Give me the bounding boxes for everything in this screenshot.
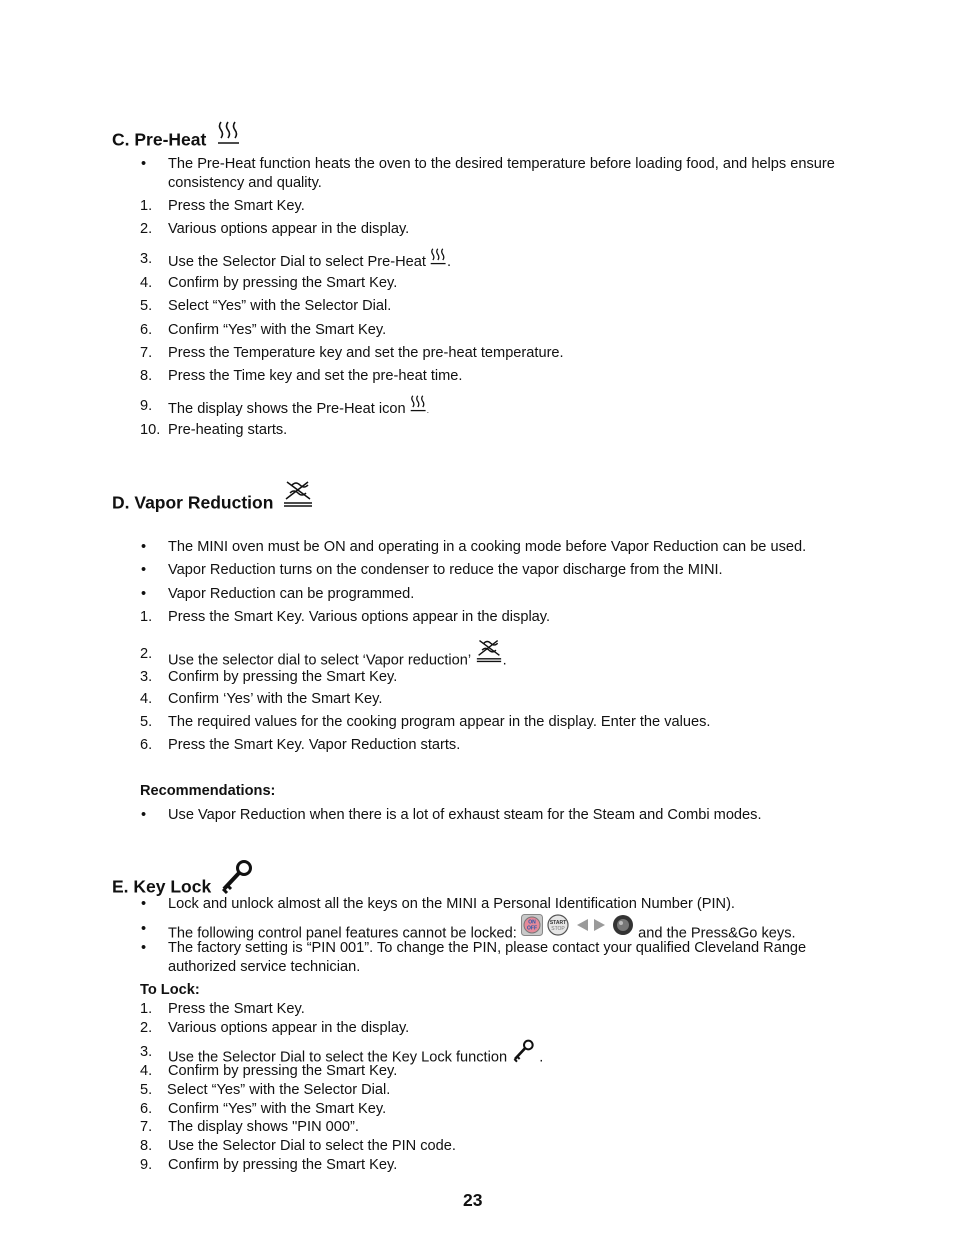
step-text: Press the Temperature key and set the pre-heat temperature. bbox=[168, 345, 564, 361]
step-number: 4. bbox=[140, 275, 153, 291]
step-text: Various options appear in the display. bbox=[168, 221, 410, 237]
bullet: • bbox=[141, 156, 147, 172]
recommendations-label: Recommendations: bbox=[140, 783, 276, 799]
step-text: Press the Smart Key. Vapor Reduction starts. bbox=[168, 737, 461, 753]
step-text: The required values for the cooking program appear in the display. Enter the values. bbox=[168, 714, 711, 730]
step-number: 9. bbox=[140, 398, 153, 414]
vapor-bullet-1: The MINI oven must be ON and operating in a cooking mode before Vapor Reduction can be used. bbox=[168, 539, 807, 555]
keylock-bullet-2-suffix: and the Press&Go keys. bbox=[638, 925, 796, 942]
step-text: Confirm by pressing the Smart Key. bbox=[168, 275, 398, 291]
step-number: 5. bbox=[140, 714, 153, 730]
step-number: 10. bbox=[140, 422, 161, 438]
vapor-reduction-icon bbox=[475, 638, 503, 669]
step-number: 5. bbox=[140, 1082, 153, 1098]
step-suffix: . bbox=[539, 1049, 544, 1066]
preheat-heading bbox=[112, 128, 241, 154]
vapor-heading bbox=[112, 487, 314, 521]
step-text: Use the selector dial to select ‘Vapor reduction’ bbox=[168, 652, 471, 669]
step-number: 8. bbox=[140, 368, 153, 384]
step-text: The display shows "PIN 000”. bbox=[168, 1119, 359, 1135]
step-text: Use the Selector Dial to select Pre-Heat bbox=[168, 253, 426, 270]
on-label: ON bbox=[528, 919, 536, 926]
step-number: 4. bbox=[140, 691, 153, 707]
stop-label: STOP bbox=[551, 926, 565, 932]
step-number: 6. bbox=[140, 737, 153, 753]
start-label: START bbox=[549, 920, 567, 926]
on-off-button-icon bbox=[521, 914, 543, 941]
to-lock-label: To Lock: bbox=[140, 982, 200, 998]
step-number: 7. bbox=[140, 345, 153, 361]
step-text: Confirm by pressing the Smart Key. bbox=[168, 1063, 398, 1079]
step-suffix: . bbox=[426, 405, 429, 415]
arrow-left-right-icon bbox=[576, 918, 606, 937]
step-text: Press the Smart Key. bbox=[168, 1001, 305, 1017]
selector-dial-icon bbox=[612, 914, 634, 941]
step-number: 2. bbox=[140, 1020, 153, 1036]
key-icon bbox=[511, 1039, 535, 1068]
vapor-title: D. Vapor Reduction bbox=[112, 492, 274, 513]
vapor-reduction-icon bbox=[282, 479, 314, 513]
step-text: Press the Time key and set the pre-heat time. bbox=[168, 368, 463, 384]
key-icon bbox=[218, 859, 254, 899]
start-stop-button-icon bbox=[547, 914, 569, 941]
step-text: Select “Yes” with the Selector Dial. bbox=[167, 1082, 391, 1098]
keylock-bullet-1: Lock and unlock almost all the keys on the MINI a Personal Identification Number (PIN). bbox=[168, 896, 735, 912]
step-number: 5. bbox=[140, 298, 153, 314]
step-text: Pre-heating starts. bbox=[168, 422, 288, 438]
keylock-bullet-3: The factory setting is “PIN 001”. To change the PIN, please contact your qualified Cleveland Range authorized service technician. bbox=[168, 940, 807, 975]
step-number: 1. bbox=[140, 198, 153, 214]
step-text: Confirm by pressing the Smart Key. bbox=[168, 669, 398, 685]
step-number: 3. bbox=[140, 1044, 153, 1060]
bullet: • bbox=[141, 896, 147, 912]
step-text: Use the Selector Dial to select the PIN code. bbox=[168, 1138, 456, 1154]
keylock-bullet-2: The following control panel features cannot be locked: bbox=[168, 925, 517, 942]
step-text: Various options appear in the display. bbox=[168, 1020, 410, 1036]
preheat-icon bbox=[217, 120, 241, 146]
bullet: • bbox=[141, 586, 147, 602]
step-text: Press the Smart Key. Various options appear in the display. bbox=[168, 609, 551, 625]
step-number: 3. bbox=[140, 669, 153, 685]
step-text: Confirm ‘Yes’ with the Smart Key. bbox=[168, 691, 383, 707]
step-text: Confirm “Yes” with the Smart Key. bbox=[168, 322, 387, 338]
step-text: Use the Selector Dial to select the Key Lock function bbox=[168, 1049, 508, 1066]
step-text: Confirm “Yes” with the Smart Key. bbox=[168, 1101, 387, 1117]
step-number: 7. bbox=[140, 1119, 153, 1135]
step-suffix: . bbox=[502, 652, 507, 669]
step-number: 8. bbox=[140, 1138, 153, 1154]
step-number: 2. bbox=[140, 646, 153, 662]
step-number: 1. bbox=[140, 609, 153, 625]
step-text: Select “Yes” with the Selector Dial. bbox=[168, 298, 392, 314]
bullet: • bbox=[141, 562, 147, 578]
step-text: The display shows the Pre-Heat icon bbox=[168, 400, 406, 417]
page-number: 23 bbox=[463, 1190, 483, 1210]
preheat-bullet-1: The Pre-Heat function heats the oven to the desired temperature before loading food, and helps ensure consistency and quality. bbox=[168, 156, 835, 191]
recommendation-1: Use Vapor Reduction when there is a lot of exhaust steam for the Steam and Combi modes. bbox=[168, 807, 762, 823]
step-number: 6. bbox=[140, 322, 153, 338]
step-text: Confirm by pressing the Smart Key. bbox=[168, 1157, 398, 1173]
step-suffix: . bbox=[447, 253, 452, 270]
step-number: 1. bbox=[140, 1001, 153, 1017]
bullet: • bbox=[141, 921, 147, 937]
vapor-bullet-3: Vapor Reduction can be programmed. bbox=[168, 586, 415, 602]
step-number: 3. bbox=[140, 251, 153, 267]
step-number: 6. bbox=[140, 1101, 153, 1117]
step-number: 2. bbox=[140, 221, 153, 237]
preheat-title: C. Pre-Heat bbox=[112, 129, 207, 150]
off-label: OFF bbox=[526, 925, 537, 932]
step-number: 9. bbox=[140, 1157, 153, 1173]
bullet: • bbox=[141, 940, 147, 956]
keylock-title: E. Key Lock bbox=[112, 876, 212, 897]
bullet: • bbox=[141, 807, 147, 823]
vapor-bullet-2: Vapor Reduction turns on the condenser to reduce the vapor discharge from the MINI. bbox=[168, 562, 723, 578]
bullet: • bbox=[141, 539, 147, 555]
step-text: Press the Smart Key. bbox=[168, 198, 305, 214]
preheat-icon bbox=[410, 394, 427, 418]
step-number: 4. bbox=[140, 1063, 153, 1079]
preheat-icon bbox=[430, 247, 447, 271]
